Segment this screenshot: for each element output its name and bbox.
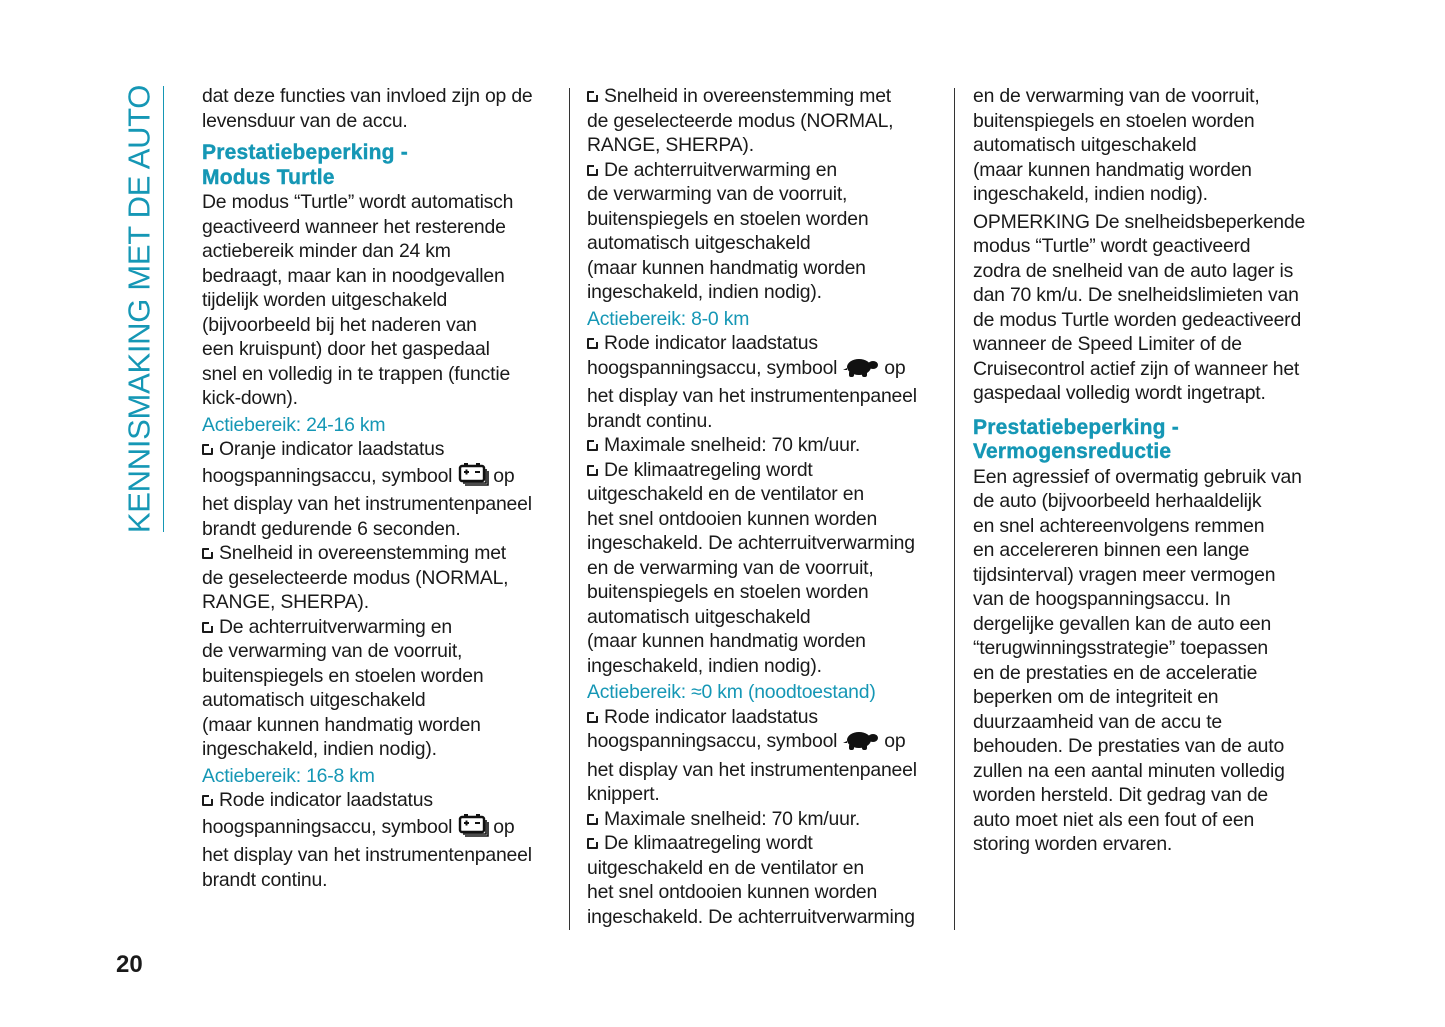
- bullet-item: Maximale snelheid: 70 km/uur.: [587, 433, 939, 458]
- bullet-item: Snelheid in overeenstemming met de geselecteerde modus (NORMAL, RANGE, SHERPA).: [587, 85, 894, 156]
- bullet-item: De klimaatregeling wordt uitgeschakeld en de ventilator en het snel ontdooien kunnen worden ingeschakeld. De achterruitverwarming en de verwarming van de voorruit, buitenspiegels en stoelen worden automatisch uitgeschakeld (maar kunnen handmatig worden ingeschakeld, indien nodig).: [587, 458, 915, 677]
- battery-icon: [457, 462, 489, 493]
- column-divider: [569, 88, 570, 930]
- bullet-icon: [202, 622, 213, 633]
- bullet-item: Rode indicator laadstatus hoogspanningsaccu, symbool op het display van het instrumentenpaneel brandt continu.: [202, 789, 532, 891]
- bullet-item: Maximale snelheid: 70 km/uur.: [587, 807, 939, 832]
- bullet-icon: [587, 338, 598, 349]
- text-line: dat deze functies van invloed zijn op de: [202, 85, 533, 107]
- bullet-item: De achterruitverwarming en de verwarming van de voorruit, buitenspiegels en stoelen worden automatisch uitgeschakeld (maar kunnen handmatig worden ingeschakeld, indien nodig).: [587, 158, 869, 303]
- paragraph-turtle: De modus “Turtle” wordt automatisch geactiveerd wanneer het resterende actiebereik minder dan 24 km bedraagt, maar kan in noodgevallen tijdelijk worden uitgeschakeld (bijvoorbeeld bij het naderen van een kruispunt) door het gaspedaal snel en volledig in te trappen (functie kick-down).: [202, 191, 514, 409]
- subheading-8-0: Actiebereik: 8-0 km: [587, 307, 750, 330]
- section-heading-turtle: Prestatiebeperking - Modus Turtle: [202, 141, 408, 189]
- bullet-icon: [587, 838, 598, 849]
- turtle-icon: [842, 356, 880, 385]
- turtle-icon: [842, 729, 880, 758]
- subheading-16-8: Actiebereik: 16-8 km: [202, 764, 375, 787]
- bullet-icon: [202, 795, 213, 806]
- section-heading-power-reduction: Prestatiebeperking - Vermogensreductie: [973, 415, 1179, 463]
- column-2: [587, 84, 939, 929]
- bullet-item: Oranje indicator laadstatus hoogspanningsaccu, symbool op het display van het instrumentenpaneel brandt gedurende 6 seconden.: [202, 438, 532, 540]
- bullet-icon: [587, 465, 598, 476]
- bullet-item: Snelheid in overeenstemming met de geselecteerde modus (NORMAL, RANGE, SHERPA).: [202, 542, 509, 613]
- page-number: 20: [116, 951, 143, 978]
- bullet-icon: [587, 91, 598, 102]
- bullet-item: De klimaatregeling wordt uitgeschakeld en de ventilator en het snel ontdooien kunnen worden ingeschakeld. De achterruitverwarming: [587, 832, 915, 928]
- subheading-emergency: Actiebereik: ≈0 km (noodtoestand): [587, 681, 876, 703]
- bullet-item: Rode indicator laadstatus hoogspanningsaccu, symbool op het display van het instrumentenpaneel brandt continu.: [587, 332, 917, 432]
- bullet-icon: [202, 548, 213, 559]
- side-section-title: KENNISMAKING MET DE AUTO: [121, 84, 157, 534]
- bullet-icon: [587, 712, 598, 723]
- column-3: [973, 84, 1333, 857]
- paragraph-power-reduction: Een agressief of overmatig gebruik van de auto (bijvoorbeeld herhaaldelijk en snel achtereenvolgens remmen en accelereren binnen een lange tijdsinterval) vragen meer vermogen van de hoogspanningsaccu. In dergelijke gevallen kan de auto een “terugwinningsstrategie” toepassen en de prestaties en de acceleratie beperken om de integriteit en duurzaamheid van de accu te behouden. De prestaties van de auto zullen na een aantal minuten volledig worden hersteld. Dit gedrag van de auto moet niet als een fout of een storing worden ervaren.: [973, 465, 1302, 855]
- text-line: levensduur van de accu.: [202, 109, 408, 132]
- bullet-icon: [202, 444, 213, 455]
- subheading-24-16: Actiebereik: 24-16 km: [202, 413, 386, 436]
- column-1: [202, 84, 554, 892]
- bullet-icon: [587, 814, 598, 825]
- bullet-icon: [587, 440, 598, 451]
- battery-icon: [457, 813, 489, 844]
- paragraph-continued: en de verwarming van de voorruit, buitenspiegels en stoelen worden automatisch uitgeschakeld (maar kunnen handmatig worden ingeschakeld, indien nodig).: [973, 85, 1260, 205]
- bullet-icon: [587, 165, 598, 176]
- bullet-item: De achterruitverwarming en de verwarming van de voorruit, buitenspiegels en stoelen worden automatisch uitgeschakeld (maar kunnen handmatig worden ingeschakeld, indien nodig).: [202, 615, 484, 760]
- note-paragraph: OPMERKING De snelheidsbeperkende modus “Turtle” wordt geactiveerd zodra de snelheid van de auto lager is dan 70 km/u. De snelheidslimieten van de modus Turtle worden gedeactiveerd wanneer de Speed Limiter of de Cruisecontrol actief zijn of wanneer het gaspedaal volledig wordt ingetrapt.: [973, 210, 1306, 404]
- column-divider: [954, 88, 955, 930]
- bullet-item: Rode indicator laadstatus hoogspanningsaccu, symbool op het display van het instrumentenpaneel knippert.: [587, 705, 917, 805]
- side-title-rule: [163, 86, 164, 532]
